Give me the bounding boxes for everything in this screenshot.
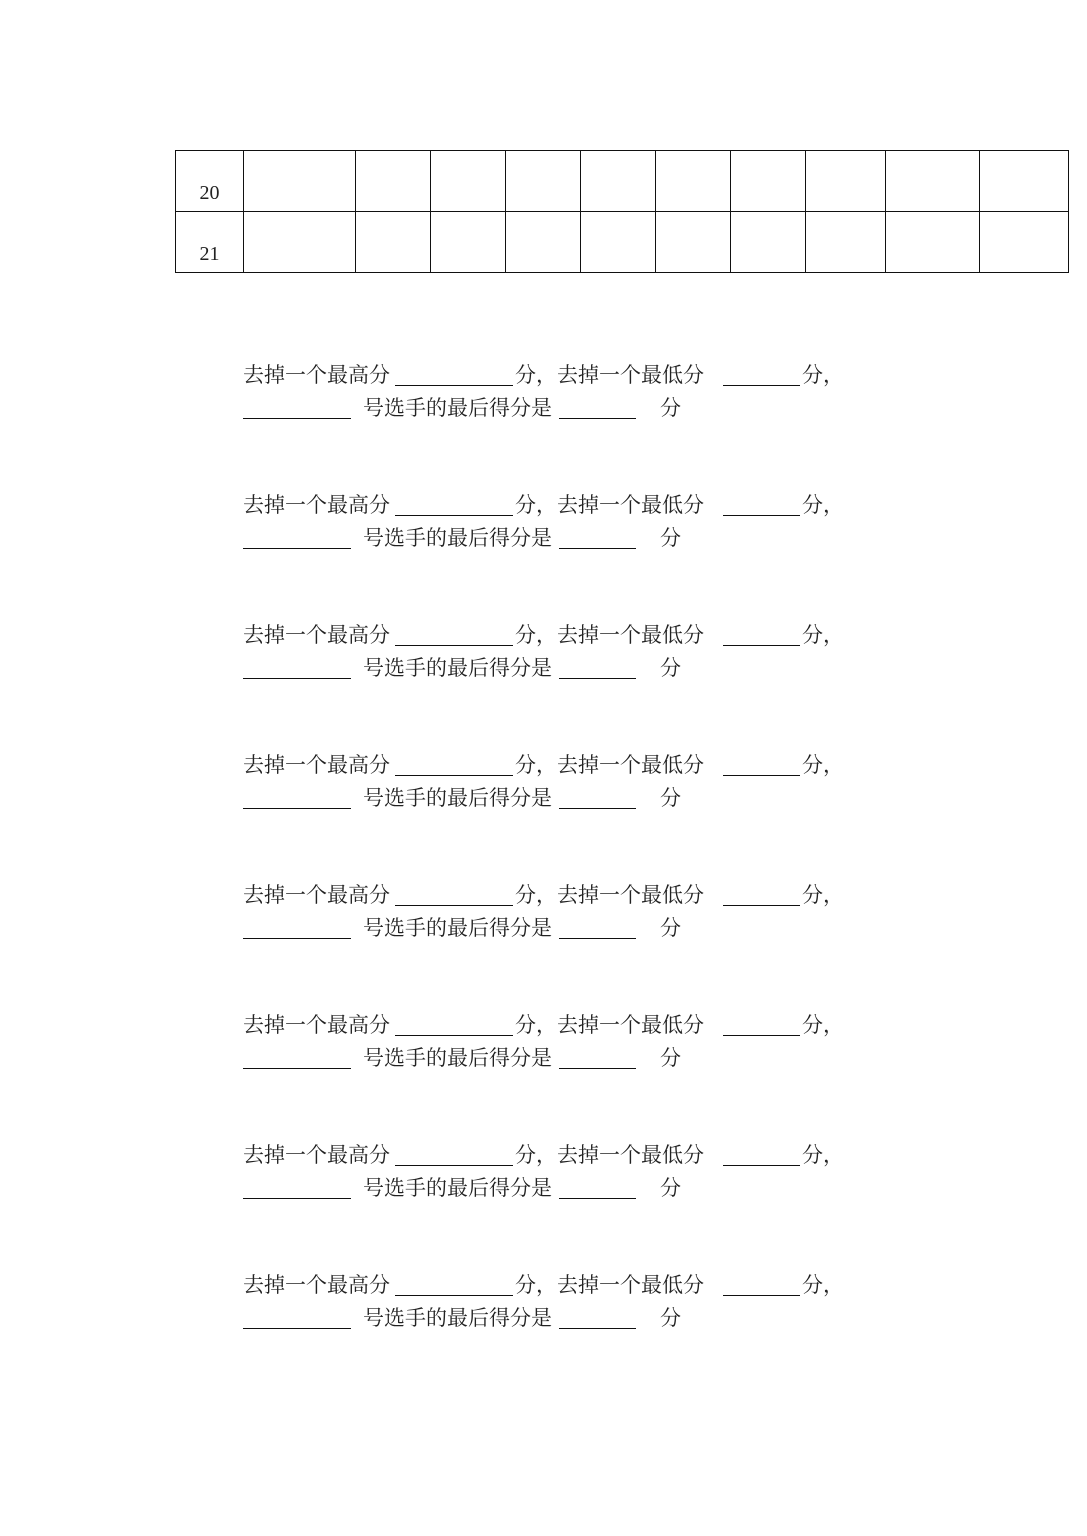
final-score-blank[interactable] (559, 1046, 636, 1069)
text-highest: 去掉一个最高分 (243, 1013, 390, 1037)
text-unit-final: 分 (660, 1046, 681, 1070)
score-cell[interactable] (980, 151, 1069, 212)
highest-score-blank[interactable] (395, 363, 513, 386)
text-unit-final: 分 (660, 656, 681, 680)
score-cell[interactable] (431, 212, 506, 273)
text-final: 号选手的最后得分是 (363, 1046, 552, 1070)
text-lowest: 分，去掉一个最低分 (515, 493, 704, 517)
player-number-cell: 20 (176, 151, 244, 212)
text-unit-final: 分 (660, 526, 681, 550)
player-number-blank[interactable] (243, 396, 351, 419)
score-cell[interactable] (806, 151, 886, 212)
text-highest: 去掉一个最高分 (243, 1143, 390, 1167)
score-cell[interactable] (806, 212, 886, 273)
question-block (0, 1143, 1087, 1213)
table-row (176, 151, 1069, 212)
highest-score-blank[interactable] (395, 1013, 513, 1036)
score-cell[interactable] (244, 151, 356, 212)
text-lowest: 分，去掉一个最低分 (515, 623, 704, 647)
text-final: 号选手的最后得分是 (363, 526, 552, 550)
text-highest: 去掉一个最高分 (243, 493, 390, 517)
text-final: 号选手的最后得分是 (363, 1306, 552, 1330)
score-cell[interactable] (656, 151, 731, 212)
text-unit: 分， (802, 1143, 844, 1167)
score-cell[interactable] (356, 212, 431, 273)
lowest-score-blank[interactable] (723, 1143, 800, 1166)
highest-score-blank[interactable] (395, 623, 513, 646)
text-unit: 分， (802, 1273, 844, 1297)
question-block (0, 493, 1087, 563)
text-lowest: 分，去掉一个最低分 (515, 883, 704, 907)
text-unit: 分， (802, 623, 844, 647)
highest-score-blank[interactable] (395, 493, 513, 516)
text-unit: 分， (802, 1013, 844, 1037)
score-cell[interactable] (506, 212, 581, 273)
text-unit-final: 分 (660, 916, 681, 940)
text-lowest: 分，去掉一个最低分 (515, 363, 704, 387)
score-cell[interactable] (581, 151, 656, 212)
lowest-score-blank[interactable] (723, 883, 800, 906)
text-final: 号选手的最后得分是 (363, 916, 552, 940)
text-unit: 分， (802, 883, 844, 907)
player-number-blank[interactable] (243, 1176, 351, 1199)
text-unit: 分， (802, 493, 844, 517)
final-score-blank[interactable] (559, 526, 636, 549)
player-number-blank[interactable] (243, 916, 351, 939)
score-cell[interactable] (656, 212, 731, 273)
highest-score-blank[interactable] (395, 1273, 513, 1296)
text-unit: 分， (802, 363, 844, 387)
text-unit-final: 分 (660, 396, 681, 420)
final-score-blank[interactable] (559, 1306, 636, 1329)
player-number-blank[interactable] (243, 526, 351, 549)
final-score-blank[interactable] (559, 786, 636, 809)
text-unit-final: 分 (660, 1176, 681, 1200)
question-block (0, 363, 1087, 433)
score-cell[interactable] (356, 151, 431, 212)
final-score-blank[interactable] (559, 396, 636, 419)
text-final: 号选手的最后得分是 (363, 786, 552, 810)
question-block (0, 883, 1087, 953)
text-unit: 分， (802, 753, 844, 777)
text-final: 号选手的最后得分是 (363, 396, 552, 420)
question-block (0, 1273, 1087, 1343)
text-unit-final: 分 (660, 1306, 681, 1330)
lowest-score-blank[interactable] (723, 623, 800, 646)
score-cell[interactable] (581, 212, 656, 273)
lowest-score-blank[interactable] (723, 493, 800, 516)
player-number-blank[interactable] (243, 1046, 351, 1069)
text-final: 号选手的最后得分是 (363, 1176, 552, 1200)
player-number-blank[interactable] (243, 1306, 351, 1329)
table-row (176, 212, 1069, 273)
score-cell[interactable] (886, 212, 980, 273)
text-lowest: 分，去掉一个最低分 (515, 1013, 704, 1037)
question-block (0, 1013, 1087, 1083)
final-score-blank[interactable] (559, 1176, 636, 1199)
text-lowest: 分，去掉一个最低分 (515, 753, 704, 777)
score-cell[interactable] (980, 212, 1069, 273)
lowest-score-blank[interactable] (723, 1273, 800, 1296)
player-number-blank[interactable] (243, 786, 351, 809)
highest-score-blank[interactable] (395, 1143, 513, 1166)
final-score-blank[interactable] (559, 916, 636, 939)
score-cell[interactable] (244, 212, 356, 273)
lowest-score-blank[interactable] (723, 1013, 800, 1036)
text-highest: 去掉一个最高分 (243, 753, 390, 777)
text-highest: 去掉一个最高分 (243, 883, 390, 907)
highest-score-blank[interactable] (395, 883, 513, 906)
text-lowest: 分，去掉一个最低分 (515, 1273, 704, 1297)
lowest-score-blank[interactable] (723, 753, 800, 776)
question-block (0, 753, 1087, 823)
score-table (175, 150, 1069, 273)
lowest-score-blank[interactable] (723, 363, 800, 386)
question-block (0, 623, 1087, 693)
text-highest: 去掉一个最高分 (243, 363, 390, 387)
highest-score-blank[interactable] (395, 753, 513, 776)
player-number-blank[interactable] (243, 656, 351, 679)
score-cell[interactable] (431, 151, 506, 212)
score-cell[interactable] (506, 151, 581, 212)
score-cell[interactable] (886, 151, 980, 212)
text-highest: 去掉一个最高分 (243, 1273, 390, 1297)
score-cell[interactable] (731, 212, 806, 273)
text-lowest: 分，去掉一个最低分 (515, 1143, 704, 1167)
player-number-cell: 21 (176, 212, 244, 273)
text-highest: 去掉一个最高分 (243, 623, 390, 647)
text-unit-final: 分 (660, 786, 681, 810)
final-score-blank[interactable] (559, 656, 636, 679)
score-cell[interactable] (731, 151, 806, 212)
text-final: 号选手的最后得分是 (363, 656, 552, 680)
